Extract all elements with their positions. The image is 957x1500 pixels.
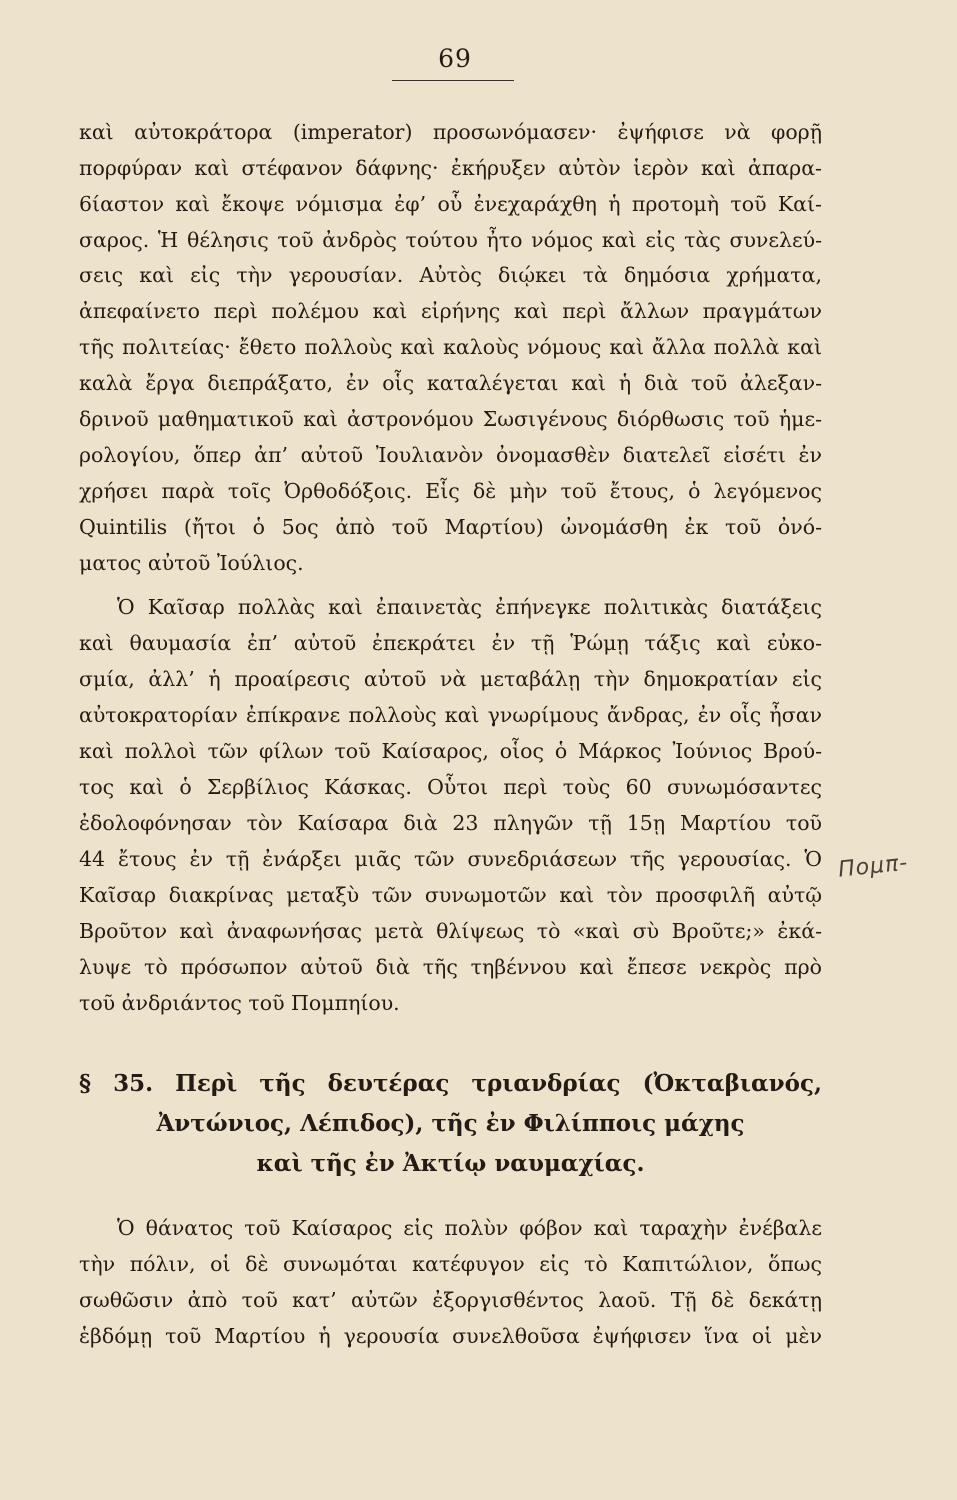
text-line: καὶ θαυμασία ἐπ’ αὐτοῦ ἐπεκράτει ἐν τῇ Ῥώμῃ τάξις καὶ εὐκο- xyxy=(79,631,822,655)
text-line: χρήσει παρὰ τοῖς Ὀρθοδόξοις. Εἷς δὲ μὴν τοῦ ἔτους, ὁ λεγόμενος xyxy=(79,479,822,503)
text-line: τῆς πολιτείας· ἔθετο πολλοὺς καὶ καλοὺς νόμους καὶ ἄλλα πολλὰ καὶ xyxy=(79,335,822,359)
text-line: καλὰ ἔργα διεπράξατο, ἐν οἷς καταλέγεται καὶ ἡ διὰ τοῦ ἀλεξαν- xyxy=(79,371,822,395)
text-line: καὶ αὐτοκράτορα (imperator) προσωνόμασεν· ἐψήφισε νὰ φορῇ xyxy=(79,120,822,144)
text-line: Καῖσαρ διακρίνας μεταξὺ τῶν συνωμοτῶν καὶ τὸν προσφιλῆ αὐτῷ xyxy=(79,883,822,907)
text-line: τος καὶ ὁ Σερβίλιος Κάσκας. Οὗτοι περὶ τοὺς 60 συνωμόσαντες xyxy=(79,775,822,799)
text-line: 6ίαστον καὶ ἔκοψε νόμισμα ἐφ’ οὗ ἐνεχαράχθη ἡ προτομὴ τοῦ Καί- xyxy=(79,192,822,216)
text-line: σεις καὶ εἰς τὴν γερουσίαν. Αὐτὸς διῴκει τὰ δημόσια χρήματα, xyxy=(79,263,822,287)
text-line: σμία, ἀλλ’ ἡ προαίρεσις αὐτοῦ νὰ μεταβάλῃ τὴν δημοκρατίαν εἰς xyxy=(79,667,822,691)
text-line: Ὁ θάνατος τοῦ Καίσαρος εἰς πολὺν φόβον καὶ ταραχὴν ἐνέβαλε xyxy=(117,1216,822,1240)
text-line: ἐδολοφόνησαν τὸν Καίσαρα διὰ 23 πληγῶν τῇ 15ῃ Μαρτίου τοῦ xyxy=(79,811,822,835)
text-line: Quintilis (ἤτοι ὁ 5ος ἀπὸ τοῦ Μαρτίου) ὠνομάσθη ἐκ τοῦ ὀνό- xyxy=(79,515,822,539)
text-line: ρολογίου, ὅπερ ἀπ’ αὐτοῦ Ἰουλιανὸν ὀνομασθὲν διατελεῖ εἰσέτι ἐν xyxy=(79,443,822,467)
text-line: τὴν πόλιν, οἱ δὲ συνωμόται κατέφυγον εἰς τὸ Καπιτώλιον, ὅπως xyxy=(79,1252,822,1276)
page-number-rule xyxy=(392,80,514,81)
text-line: σωθῶσιν ἀπὸ τοῦ κατ’ αὐτῶν ἐξοργισθέντος λαοῦ. Τῇ δὲ δεκάτῃ xyxy=(79,1288,822,1312)
text-line: ἀπεφαίνετο περὶ πολέμου καὶ εἰρήνης καὶ περὶ ἄλλων πραγμάτων xyxy=(79,299,822,323)
section-heading-line: καὶ τῆς ἐν Ἀκτίῳ ναυμαχίας. xyxy=(256,1150,645,1177)
text-line: πορφύραν καὶ στέφανον δάφνης· ἐκήρυξεν αὐτὸν ἱερὸν καὶ ἀπαρα- xyxy=(79,156,822,180)
text-line: δρινοῦ μαθηματικοῦ καὶ ἀστρονόμου Σωσιγένους διόρθωσις τοῦ ἡμε- xyxy=(79,407,822,431)
text-line: σαρος. Ἡ θέλησις τοῦ ἀνδρὸς τούτου ἦτο νόμος καὶ εἰς τὰς συνελεύ- xyxy=(79,228,822,252)
text-line: τοῦ ἀνδριάντος τοῦ Πομπηίου. xyxy=(79,991,400,1015)
section-heading-line: Ἀντώνιος, Λέπιδος), τῆς ἐν Φιλίπποις μάχης xyxy=(156,1110,745,1137)
handwritten-margin-note: Πομπ- xyxy=(836,850,910,883)
text-line: ἑβδόμῃ τοῦ Μαρτίου ἡ γερουσία συνελθοῦσα ἐψήφισεν ἵνα οἱ μὲν xyxy=(79,1324,822,1348)
text-line: Βροῦτον καὶ ἀναφωνήσας μετὰ θλίψεως τὸ «καὶ σὺ Βροῦτε;» ἐκά- xyxy=(79,919,822,943)
text-line: λυψε τὸ πρόσωπον αὐτοῦ διὰ τῆς τηβέννου καὶ ἔπεσε νεκρὸς πρὸ xyxy=(79,955,822,979)
text-line: 44 ἔτους ἐν τῇ ἐνάρξει μιᾶς τῶν συνεδριάσεων τῆς γερουσίας. Ὁ xyxy=(79,847,822,871)
text-line: Ὁ Καῖσαρ πολλὰς καὶ ἐπαινετὰς ἐπήνεγκε πολιτικὰς διατάξεις xyxy=(117,595,822,619)
text-line: ματος αὐτοῦ Ἰούλιος. xyxy=(79,551,304,575)
page-number: 69 xyxy=(438,44,472,73)
text-line: αὐτοκρατορίαν ἐπίκρανε πολλοὺς καὶ γνωρίμους ἄνδρας, ἐν οἷς ἦσαν xyxy=(79,703,822,727)
section-heading-line: § 35. Περὶ τῆς δευτέρας τριανδρίας (Ὀκταβιανός, xyxy=(79,1070,822,1097)
text-line: καὶ πολλοὶ τῶν φίλων τοῦ Καίσαρος, οἷος ὁ Μάρκος Ἰούνιος Βρού- xyxy=(79,739,822,763)
